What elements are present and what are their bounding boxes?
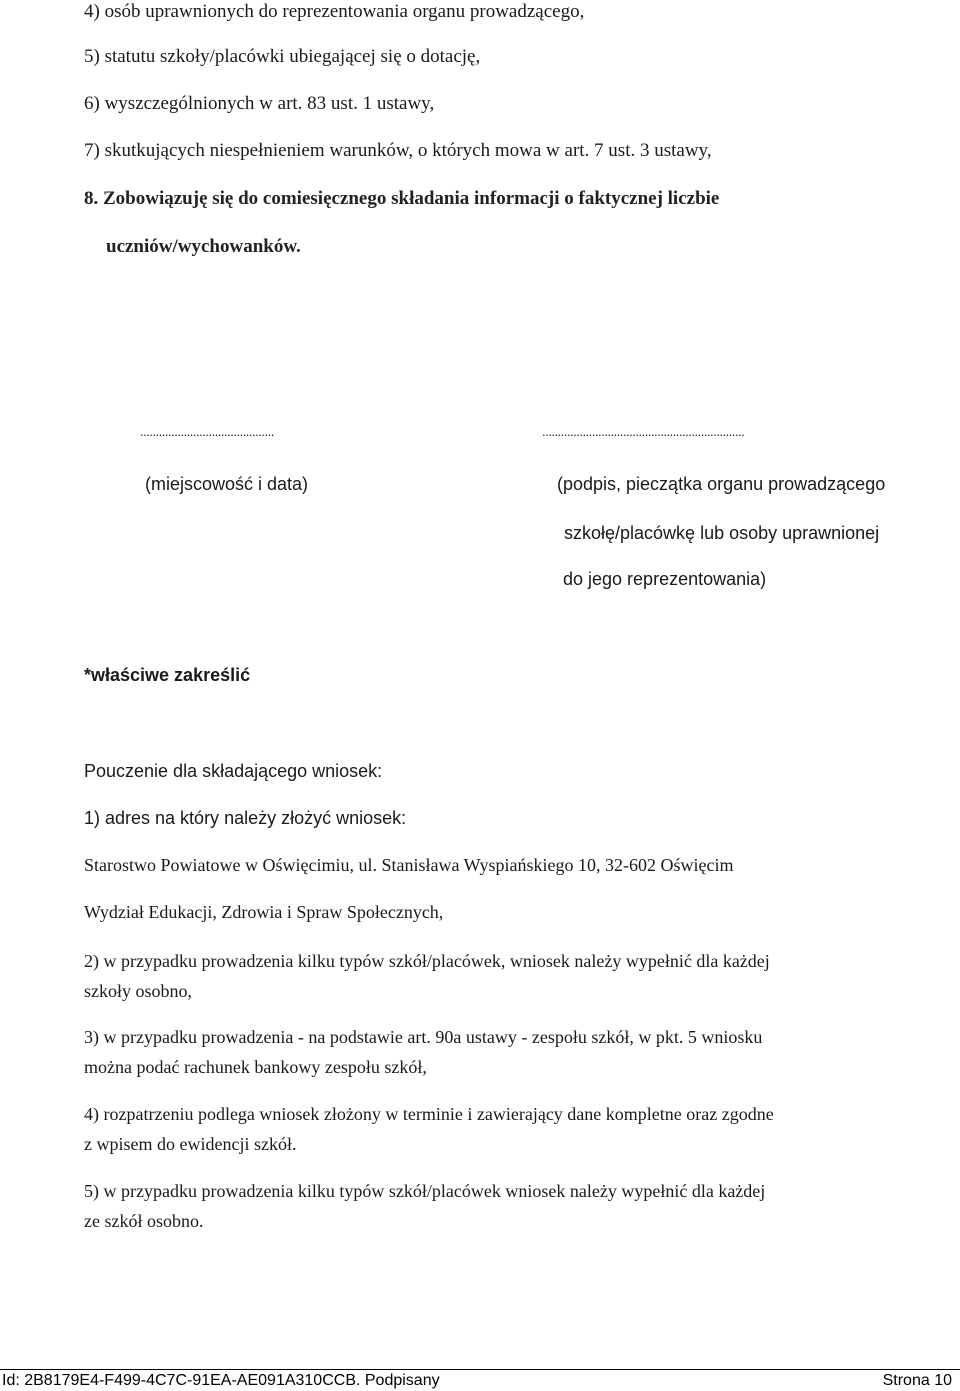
list-item-7: 7) skutkujących niespełnieniem warunków, o których mowa w art. 7 ust. 3 ustawy, (84, 140, 712, 161)
place-date-dotted-line: ........................................... (140, 424, 274, 439)
footer-page-number: Strona 10 (882, 1372, 952, 1389)
signature-dotted-line: ................................................................. (542, 424, 745, 439)
instructions-item-5-line-1: 5) w przypadku prowadzenia kilku typów szkół/placówek wniosek należy wypełnić dla każdej (84, 1181, 766, 1201)
instructions-item-3-line-1: 3) w przypadku prowadzenia - na podstawie art. 90a ustawy - zespołu szkół, w pkt. 5 wniosku (84, 1027, 763, 1047)
place-date-label: (miejscowość i data) (145, 474, 309, 494)
list-item-4: 4) osób uprawnionych do reprezentowania organu prowadzącego, (84, 1, 585, 22)
signature-label-line-3: do jego reprezentowania) (563, 569, 767, 589)
instructions-item-1: 1) adres na który należy złożyć wniosek: (84, 808, 407, 828)
list-item-5: 5) statutu szkoły/placówki ubiegającej się o dotację, (84, 46, 481, 67)
list-item-6: 6) wyszczególnionych w art. 83 ust. 1 ustawy, (84, 93, 435, 114)
signature-label-line-2: szkołę/placówkę lub osoby uprawnionej (564, 523, 880, 543)
instructions-item-4-line-2: z wpisem do ewidencji szkół. (84, 1134, 297, 1154)
address-line-2: Wydział Edukacji, Zdrowia i Spraw Społecznych, (84, 902, 444, 922)
commitment-line-2: uczniów/wychowanków. (106, 236, 301, 257)
footer-divider (0, 1369, 960, 1370)
footnote: *właściwe zakreślić (84, 665, 251, 685)
footer-document-id: Id: 2B8179E4-F499-4C7C-91EA-AE091A310CCB. Podpisany (2, 1372, 440, 1389)
instructions-item-3-line-2: można podać rachunek bankowy zespołu szkół, (84, 1057, 427, 1077)
instructions-item-5-line-2: ze szkół osobno. (84, 1211, 204, 1231)
instructions-item-2-line-1: 2) w przypadku prowadzenia kilku typów szkół/placówek, wniosek należy wypełnić dla każdej (84, 951, 770, 971)
signature-label-line-1: (podpis, pieczątka organu prowadzącego (557, 474, 886, 494)
instructions-item-2-line-2: szkoły osobno, (84, 981, 192, 1001)
commitment-line-1: 8. Zobowiązuję się do comiesięcznego składania informacji o faktycznej liczbie (84, 188, 720, 209)
instructions-heading: Pouczenie dla składającego wniosek: (84, 761, 383, 781)
instructions-item-4-line-1: 4) rozpatrzeniu podlega wniosek złożony w terminie i zawierający dane kompletne oraz zgodne (84, 1104, 774, 1124)
address-line-1: Starostwo Powiatowe w Oświęcimiu, ul. Stanisława Wyspiańskiego 10, 32-602 Oświęcim (84, 855, 734, 875)
